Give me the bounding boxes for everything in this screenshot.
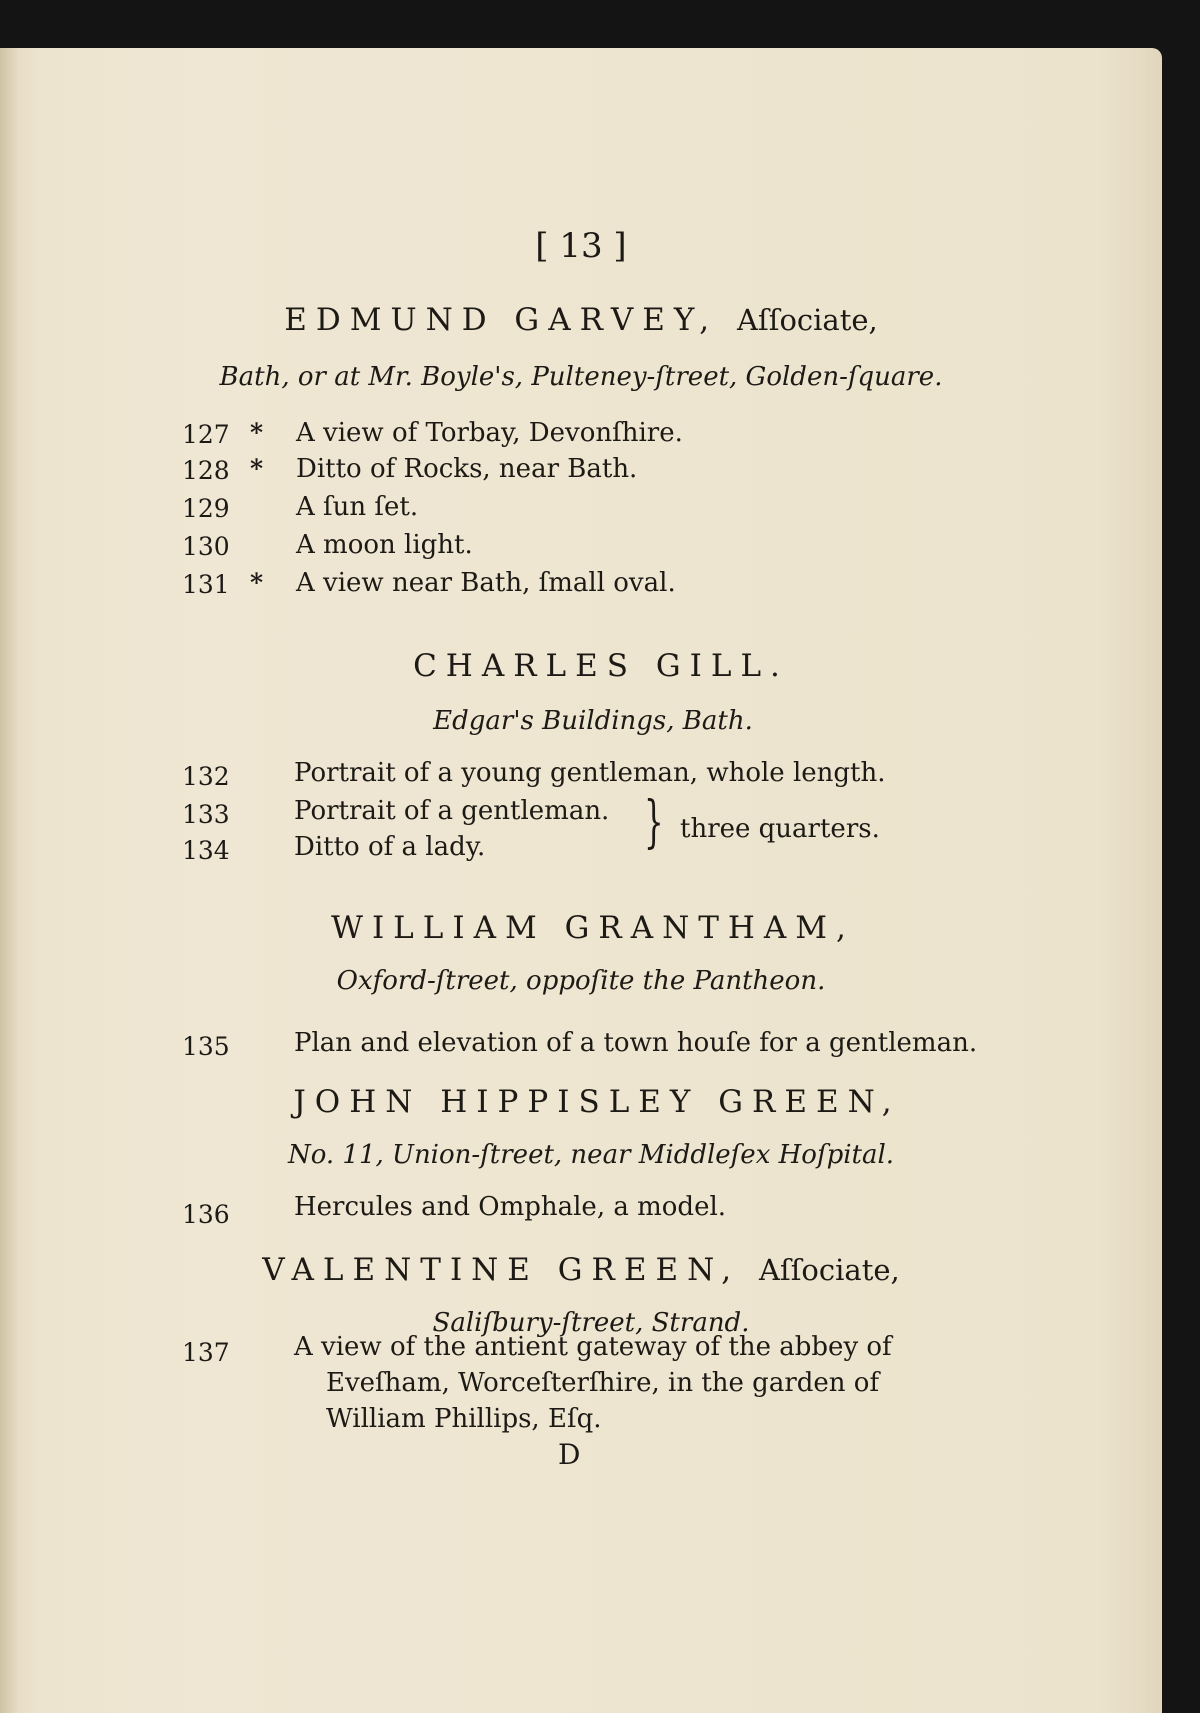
artist-name-garvey — [0, 302, 1162, 338]
work-number: 136 — [182, 1200, 230, 1229]
work-title: Portrait of a gentleman. — [294, 796, 610, 826]
work-title: Portrait of a young gentleman, whole length. — [294, 758, 886, 788]
work-mark: * — [250, 568, 264, 597]
artist-address-grantham: Oxford-ſtreet, oppoſite the Pantheon. — [336, 966, 826, 996]
work-number: 137 — [182, 1338, 230, 1367]
work-title: A ſun ſet. — [296, 492, 419, 522]
work-number: 131 — [182, 570, 230, 599]
work-mark: * — [250, 418, 264, 447]
artist-address-hippisley-green: No. 11, Union-ſtreet, near Middleſex Hoſpital. — [287, 1140, 895, 1170]
work-number: 128 — [182, 456, 230, 485]
work-mark: * — [250, 454, 264, 483]
artist-name-valentine-green — [0, 1252, 1162, 1288]
artist-title: Aſſociate, — [759, 1253, 900, 1287]
artist-address-gill: Edgar's Buildings, Bath. — [433, 706, 753, 736]
artist-title: Aſſociate, — [737, 303, 878, 337]
work-number: 129 — [182, 494, 230, 523]
artist-name-text: EDMUND GARVEY, — [284, 302, 719, 338]
artist-name-gill: CHARLES GILL. — [413, 648, 789, 684]
work-number: 134 — [182, 836, 230, 865]
work-title-line: A view of the antient gateway of the abbey of — [294, 1332, 892, 1362]
work-number: 132 — [182, 762, 230, 791]
work-number: 133 — [182, 800, 230, 829]
book-page — [0, 48, 1162, 1713]
artist-name-hippisley-green: JOHN HIPPISLEY GREEN, — [293, 1084, 901, 1120]
page-number: [ 13 ] — [535, 226, 627, 266]
signature-mark: D — [558, 1438, 581, 1471]
work-title: A view of Torbay, Devonſhire. — [296, 418, 683, 448]
artist-address-garvey: Bath, or at Mr. Boyle's, Pulteney-ſtreet, Golden-ſquare. — [219, 362, 943, 392]
artist-address-valentine-green: Saliſbury-ſtreet, Strand. — [432, 1308, 750, 1338]
work-title: Hercules and Omphale, a model. — [294, 1192, 727, 1222]
work-title: A view near Bath, ſmall oval. — [296, 568, 676, 598]
brace-note: three quarters. — [680, 814, 880, 844]
artist-name-grantham: WILLIAM GRANTHAM, — [331, 910, 855, 946]
work-title: A moon light. — [296, 530, 473, 560]
work-title-line: William Phillips, Eſq. — [326, 1404, 602, 1434]
brace-glyph: } — [644, 790, 664, 855]
work-title: Ditto of Rocks, near Bath. — [296, 454, 638, 484]
work-number: 130 — [182, 532, 230, 561]
work-title: Ditto of a lady. — [294, 832, 486, 862]
work-number: 127 — [182, 420, 230, 449]
work-title-line: Eveſham, Worceſterſhire, in the garden of — [326, 1368, 880, 1398]
work-number: 135 — [182, 1032, 230, 1061]
work-title: Plan and elevation of a town houſe for a gentleman. — [294, 1028, 978, 1058]
artist-name-text: VALENTINE GREEN, — [262, 1252, 741, 1288]
